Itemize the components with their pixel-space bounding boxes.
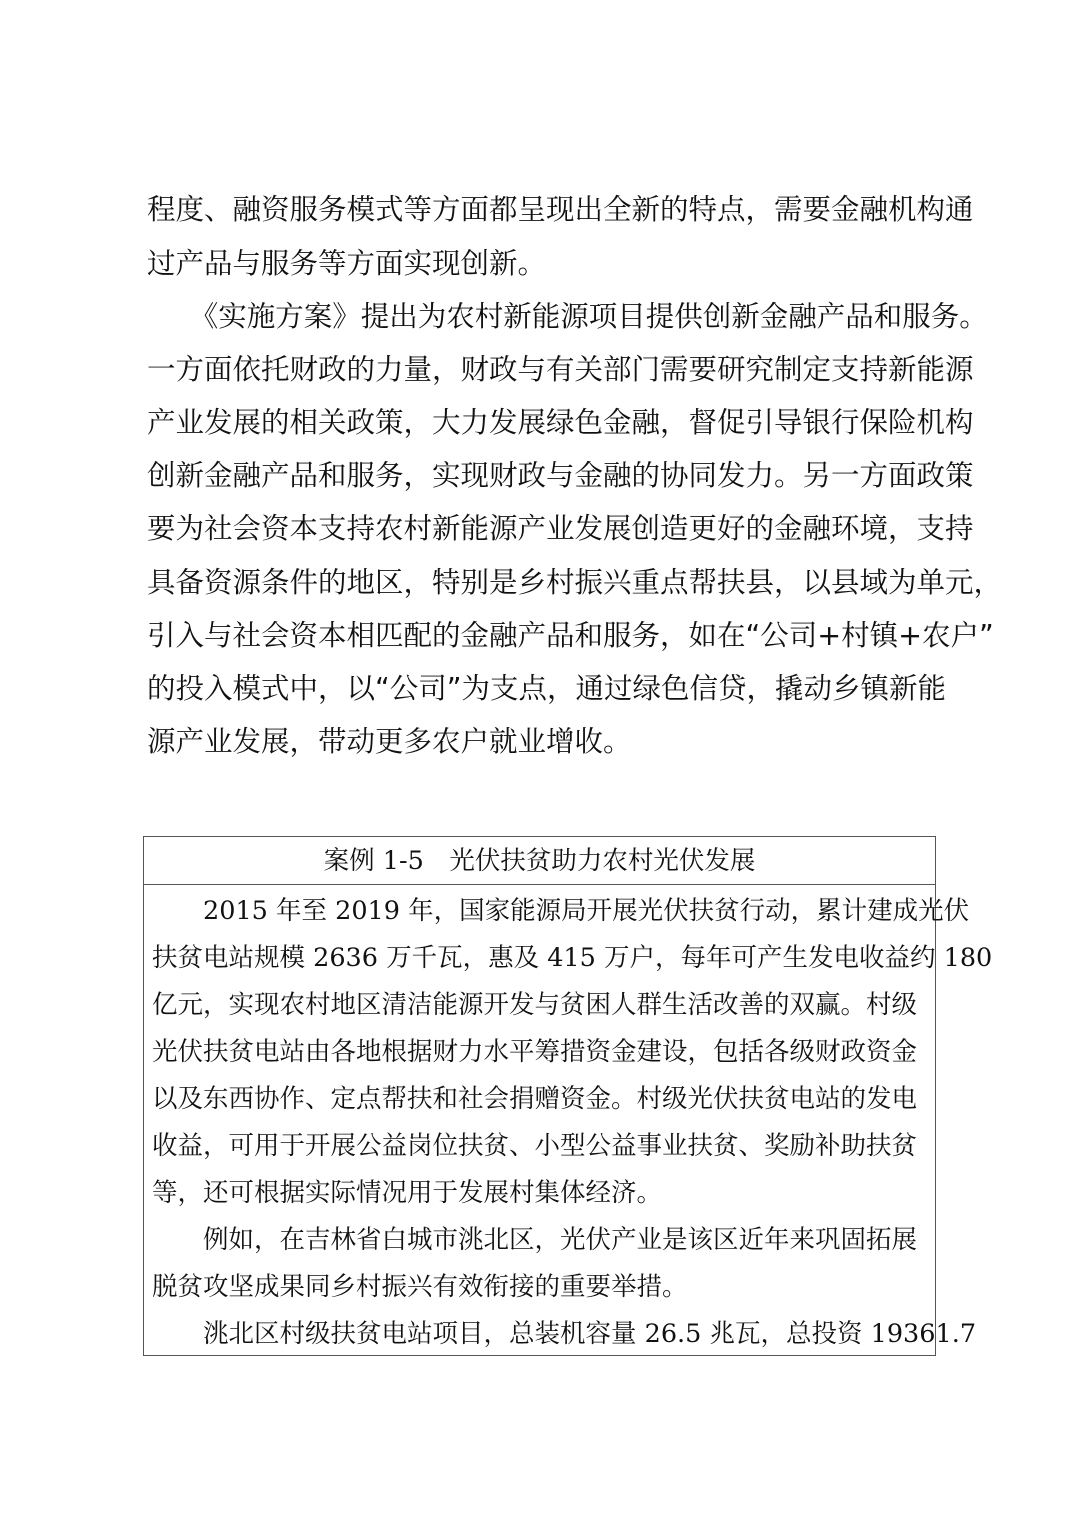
case-line: 收益，可用于开展公益岗位扶贫、小型公益事业扶贫、奖励补助扶贫 — [152, 1131, 918, 1161]
paragraph-line: 要为社会资本支持农村新能源产业发展创造更好的金融环境，支持 — [147, 512, 974, 545]
paragraph-line: 《实施方案》提出为农村新能源项目提供创新金融产品和服务。 — [147, 300, 988, 333]
case-line: 洮北区村级扶贫电站项目，总装机容量 26.5 兆瓦，总投资 19361.7 — [152, 1319, 977, 1349]
case-title: 案例 1-5 光伏扶贫助力农村光伏发展 — [144, 837, 935, 885]
paragraph-line: 一方面依托财政的力量，财政与有关部门需要研究制定支持新能源 — [147, 353, 974, 386]
paragraph-line: 引入与社会资本相匹配的金融产品和服务，如在“公司+村镇+农户” — [147, 619, 994, 652]
case-line: 等，还可根据实际情况用于发展村集体经济。 — [152, 1178, 663, 1208]
case-line: 光伏扶贫电站由各地根据财力水平筹措资金建设，包括各级财政资金 — [152, 1037, 918, 1067]
case-line: 2015 年至 2019 年，国家能源局开展光伏扶贫行动，累计建成光伏 — [152, 896, 970, 926]
paragraph-line: 具备资源条件的地区，特别是乡村振兴重点帮扶县，以县域为单元， — [147, 566, 1003, 599]
case-line: 以及东西协作、定点帮扶和社会捐赠资金。村级光伏扶贫电站的发电 — [152, 1084, 918, 1114]
paragraph-line: 创新金融产品和服务，实现财政与金融的协同发力。另一方面政策 — [147, 459, 974, 492]
paragraph-line: 过产品与服务等方面实现创新。 — [147, 247, 547, 280]
paragraph-line: 源产业发展，带动更多农户就业增收。 — [147, 725, 632, 758]
paragraph-line: 产业发展的相关政策，大力发展绿色金融，督促引导银行保险机构 — [147, 406, 974, 439]
case-box — [143, 836, 993, 1356]
paragraph-line: 程度、融资服务模式等方面都呈现出全新的特点，需要金融机构通 — [147, 193, 974, 226]
case-line: 亿元，实现农村地区清洁能源开发与贫困人群生活改善的双赢。村级 — [152, 990, 918, 1020]
case-line: 扶贫电站规模 2636 万千瓦，惠及 415 万户，每年可产生发电收益约 180 — [152, 943, 993, 973]
paragraph-line: 的投入模式中，以“公司”为支点，通过绿色信贷，撬动乡镇新能 — [147, 672, 947, 705]
case-line: 脱贫攻坚成果同乡村振兴有效衔接的重要举措。 — [152, 1272, 688, 1302]
case-line: 例如，在吉林省白城市洮北区，光伏产业是该区近年来巩固拓展 — [152, 1225, 918, 1255]
